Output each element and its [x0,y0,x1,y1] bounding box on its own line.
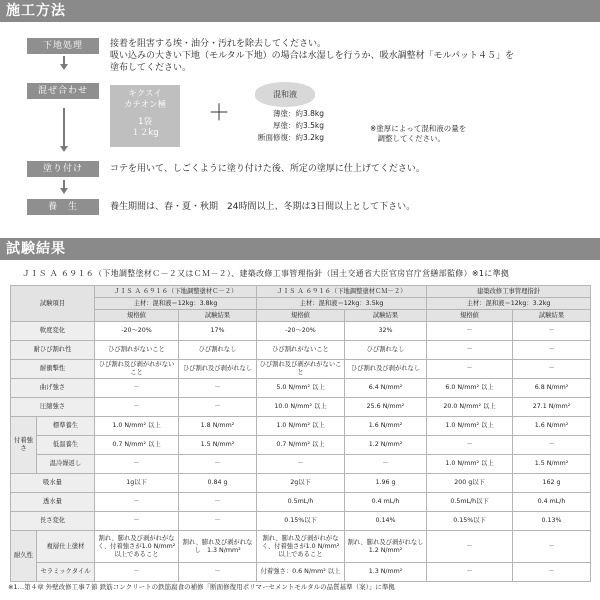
table-cell: 0.13% [513,512,591,531]
table-cell: － [179,398,257,417]
header-jis-cm2: ＪＩＳ Ａ ６９１６（下地調整塗材ＣＭ－２） [257,286,427,298]
table-row [11,512,591,531]
subheader-mix-ratio: 主材：混和液＝12kg：3.5kg [257,298,427,310]
plus-icon: ＋ [208,101,231,126]
table-cell: － [95,379,179,398]
table-cell: 0.15%以下 [427,512,513,531]
row-label: 耐衝撃性 [11,360,95,379]
arrow-down-icon [60,56,68,70]
table-cell: 0.7 N/mm² 以上 [95,436,179,455]
header-test-item: 試験項目 [11,286,95,322]
table-cell: － [513,360,591,379]
table-cell: － [513,563,591,582]
table-cell: 10.0 N/mm² 以上 [257,398,345,417]
test-results-table [10,285,591,582]
table-cell: － [513,322,591,341]
step-label-cure: 養 生 [27,199,99,215]
table-cell: ひび割れ及び剥がれなし [345,360,427,379]
table-cell: － [95,398,179,417]
col-result: 試験結果 [345,310,427,322]
row-group-label: 付着強さ [11,417,37,474]
table-cell: ひび割れ及び剥がれなし [179,360,257,379]
step-text-cure: 養生期間は、春・夏・秋期 24時間以上、冬期は3日間以上として下さい。 [110,202,416,212]
table-cell: － [95,455,179,474]
table-cell: 6.8 N/mm² [513,379,591,398]
table-cell: 0.14% [345,512,427,531]
table-cell: － [95,493,179,512]
table-cell: 32% [345,322,427,341]
table-row [11,493,591,512]
table-cell: － [427,531,513,563]
table-cell: － [513,436,591,455]
table-row [11,563,591,582]
table-cell: 5.0 N/mm² 以上 [257,379,345,398]
table-cell: 0.7 N/mm² 以上 [257,436,345,455]
table-cell: 1.3 N/mm² [345,563,427,582]
table-cell: 1.6 N/mm² [345,417,427,436]
row-label: 標準養生 [37,417,95,436]
standards-line: ＪＩＳ Ａ ６９１６（下地調整塗材Ｃ－２又はＣＭ－２）、建築改修工事管理指針（国土交通省大臣官房官庁営繕部監修）※1に準拠 [22,269,510,278]
table-cell: 割れ、膨れ及び剥がれなし 1.2 N/mm² [345,531,427,563]
table-cell: 162 g [513,474,591,493]
col-standard: 規格値 [427,310,513,322]
row-label: 軟度変化 [11,322,95,341]
subheader-mix-ratio: 主材：混和液＝12kg：3.2kg [427,298,591,310]
row-label: 複層仕上塗材 [37,531,95,563]
row-label: 長さ変化 [11,512,95,531]
table-cell: － [345,455,427,474]
table-cell: － [427,341,513,360]
table-cell: 1.5 N/mm² [179,436,257,455]
row-group-label: 耐久性 [11,531,37,582]
step-label-apply: 塗り付け [27,161,99,177]
table-row [11,531,591,563]
table-cell: － [179,379,257,398]
kikusui-product-box: キクスイ カチオン極 1袋 １２kg [110,85,180,147]
mixing-liquid-container: 混和液 [255,82,315,107]
table-row [11,341,591,360]
table-cell: 1g以下 [95,474,179,493]
arrow-down-icon [60,108,68,154]
header-jis-c2: ＪＩＳ Ａ ６９１６（下地調整塗材Ｃ－２） [95,286,257,298]
table-cell: 0.4 mL/h [513,493,591,512]
table-cell: ひび割れがないこと [95,341,179,360]
table-cell: 1.96 g [345,474,427,493]
table-row [11,398,591,417]
mixing-liquid-amounts: 薄塗：約3.8kg 厚塗：約3.5kg 断面修復：約3.2kg [258,109,325,142]
table-cell: ひび割れなし [179,341,257,360]
step-label-mix: 混ぜ合わせ [27,83,99,99]
row-label: 耐ひび割れ性 [11,341,95,360]
col-standard: 規格値 [257,310,345,322]
table-cell: － [513,531,591,563]
table-cell: 0.15%以下 [257,512,345,531]
table-cell: 1.0 N/mm² 以上 [427,455,513,474]
table-row [11,322,591,341]
table-cell: － [179,563,257,582]
table-cell: 0.84 g [179,474,257,493]
step-label-substrate: 下地処理 [27,38,99,54]
table-cell: 6.4 N/mm² [345,379,427,398]
table-cell: 200 g以下 [427,474,513,493]
row-label: 圧縮強さ [11,398,95,417]
table-row [11,379,591,398]
col-result: 試験結果 [179,310,257,322]
table-cell: － [427,360,513,379]
results-section-title: 試験結果 [0,238,600,260]
step-text-apply: コテを用いて、しごくように塗り付けた後、所定の塗厚に仕上げてください。 [110,164,425,174]
table-row [11,417,591,436]
table-cell: ひび割れ及び剥がれがないこと [257,360,345,379]
arrow-down-icon [60,180,68,194]
table-cell: － [513,341,591,360]
table-cell: 1.6 N/mm² [513,417,591,436]
table-cell: － [179,493,257,512]
table-cell: 付着強さ：0.6 N/mm² 以上 [257,563,345,582]
table-row [11,455,591,474]
table-cell: 1.0 N/mm² 以上 [257,417,345,436]
table-cell: － [179,512,257,531]
step-text-substrate: 接着を阻害する埃・油分・汚れを除去してください。 吸い込みの大きい下地（モルタル下地）の場合は水湿しを行うか、吸水調整材「モルパット４５」を 塗布してください。 [110,39,515,73]
table-cell: 1.0 N/mm² 以上 [95,417,179,436]
row-label: 温冷繰返し [37,455,95,474]
table-cell: ひび割れなし [345,341,427,360]
table-cell: － [179,455,257,474]
table-cell: 17% [179,322,257,341]
table-cell: 1.5 N/mm² [513,455,591,474]
col-result: 試験結果 [513,310,591,322]
col-standard: 規格値 [95,310,179,322]
row-label: 低温養生 [37,436,95,455]
table-cell: 1.8 N/mm² [179,417,257,436]
table-cell: － [427,322,513,341]
table-cell: 25.6 N/mm² [345,398,427,417]
header-renovation-guideline: 建築改修工事管理指針 [427,286,591,298]
table-cell: 20.0 N/mm² 以上 [427,398,513,417]
table-cell: ひび割れがないこと [257,341,345,360]
row-label: 透水量 [11,493,95,512]
row-label: セラミックタイル [37,563,95,582]
table-cell: － [95,563,179,582]
table-cell: 割れ、膨れ及び剥がれなし 1.3 N/mm² [179,531,257,563]
table-cell: 割れ、膨れ及び剥がれがなく、付着強さが1.0 N/mm² 以上であること [95,531,179,563]
table-cell: -20〜20% [257,322,345,341]
row-label: 曲げ強さ [11,379,95,398]
table-cell: 6.0 N/mm² 以上 [427,379,513,398]
table-cell: 0.5mL/h [257,493,345,512]
table-row [11,436,591,455]
mix-note: ※塗厚によって混和液の量を 調整してください。 [370,124,467,143]
table-cell: － [427,436,513,455]
table-cell: 割れ、膨れ及び剥がれがなく、付着強さが1.0 N/mm² 以上であること [257,531,345,563]
method-section-title: 施工方法 [0,0,600,22]
table-row [11,360,591,379]
table-cell: － [95,512,179,531]
table-row [11,474,591,493]
table-cell: 1.2 N/mm² [345,436,427,455]
table-cell: － [257,455,345,474]
footnote: ※1…第４章 外壁改修工事７節 鉄筋コンクリートの鉄筋腐食の補修「断面修復用ポリマーセメントモルタルの品質基準（案）」に準拠 [8,583,395,591]
table-cell: 0.5mL/h以下 [427,493,513,512]
row-label: 吸水量 [11,474,95,493]
table-cell: － [427,563,513,582]
table-cell: 0.4 mL/h [345,493,427,512]
table-cell: 27.1 N/mm² [513,398,591,417]
subheader-mix-ratio: 主材：混和液＝12kg：3.8kg [95,298,257,310]
table-cell: -20〜20% [95,322,179,341]
table-cell: ひび割れ及び剥がれがないこと [95,360,179,379]
table-cell: 2g以下 [257,474,345,493]
table-cell: 1.0 N/mm² 以上 [427,417,513,436]
